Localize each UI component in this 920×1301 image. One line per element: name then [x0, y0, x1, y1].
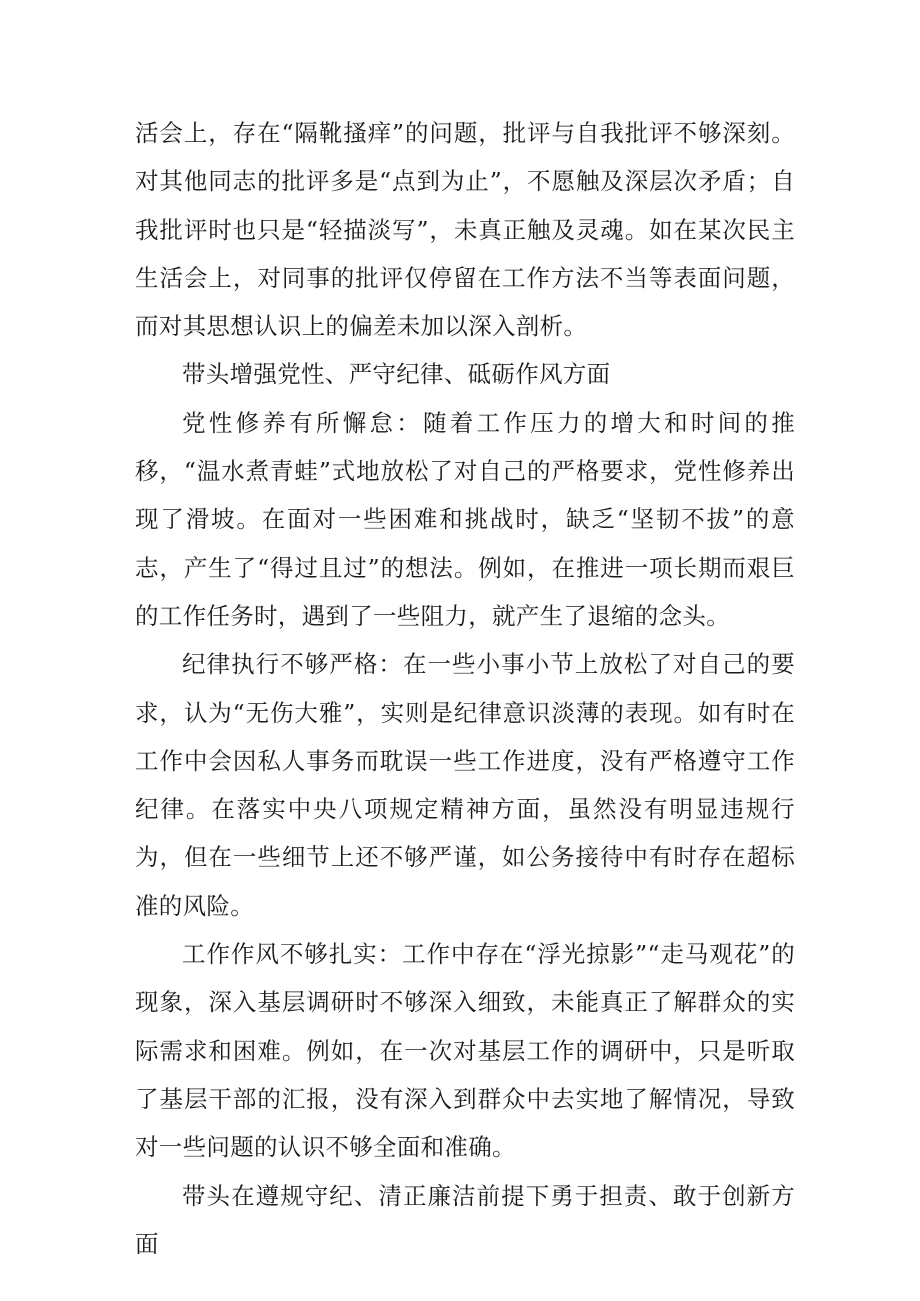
section-heading-party-spirit: 带头增强党性、严守纪律、砥砺作风方面: [182, 360, 611, 389]
paragraph-party-cultivation: 党性修养有所懈怠：随着工作压力的增大和时间的推移，“温水煮青蛙”式地放松了对自己的严格要求，党性修养出现了滑坡。在面对一些困难和挑战时，缺乏“坚韧不拔”的意志，产生了“得过且过”的想法。例如，在推进一项长期而艰巨的工作任务时，遇到了一些阻力，就产生了退缩的念头。: [135, 408, 795, 630]
document-body: [135, 109, 795, 1268]
paragraph-continuation: 活会上，存在“隔靴搔痒”的问题，批评与自我批评不够深刻。对其他同志的批评多是“点到为止”，不愿触及深层次矛盾；自我批评时也只是“轻描淡写”，未真正触及灵魂。如在某次民主生活会上，对同事的批评仅停留在工作方法不当等表面问题，而对其思想认识上的偏差未加以深入剖析。: [135, 119, 795, 341]
paragraph-work-style: 工作作风不够扎实：工作中存在“浮光掠影”“走马观花”的现象，深入基层调研时不够深入细致，未能真正了解群众的实际需求和困难。例如，在一次对基层工作的调研中，只是听取了基层干部的汇报，没有深入到群众中去实地了解情况，导致对一些问题的认识不够全面和准确。: [135, 940, 795, 1162]
paragraph-discipline: 纪律执行不够严格：在一些小事小节上放松了对自己的要求，认为“无伤大雅”，实则是纪律意识淡薄的表现。如有时在工作中会因私人事务而耽误一些工作进度，没有严格遵守工作纪律。在落实中央八项规定精神方面，虽然没有明显违规行为，但在一些细节上还不够严谨，如公务接待中有时存在超标准的风险。: [135, 650, 795, 920]
section-heading-responsibility: 带头在遵规守纪、清正廉洁前提下勇于担责、敢于创新方面: [135, 1181, 795, 1258]
